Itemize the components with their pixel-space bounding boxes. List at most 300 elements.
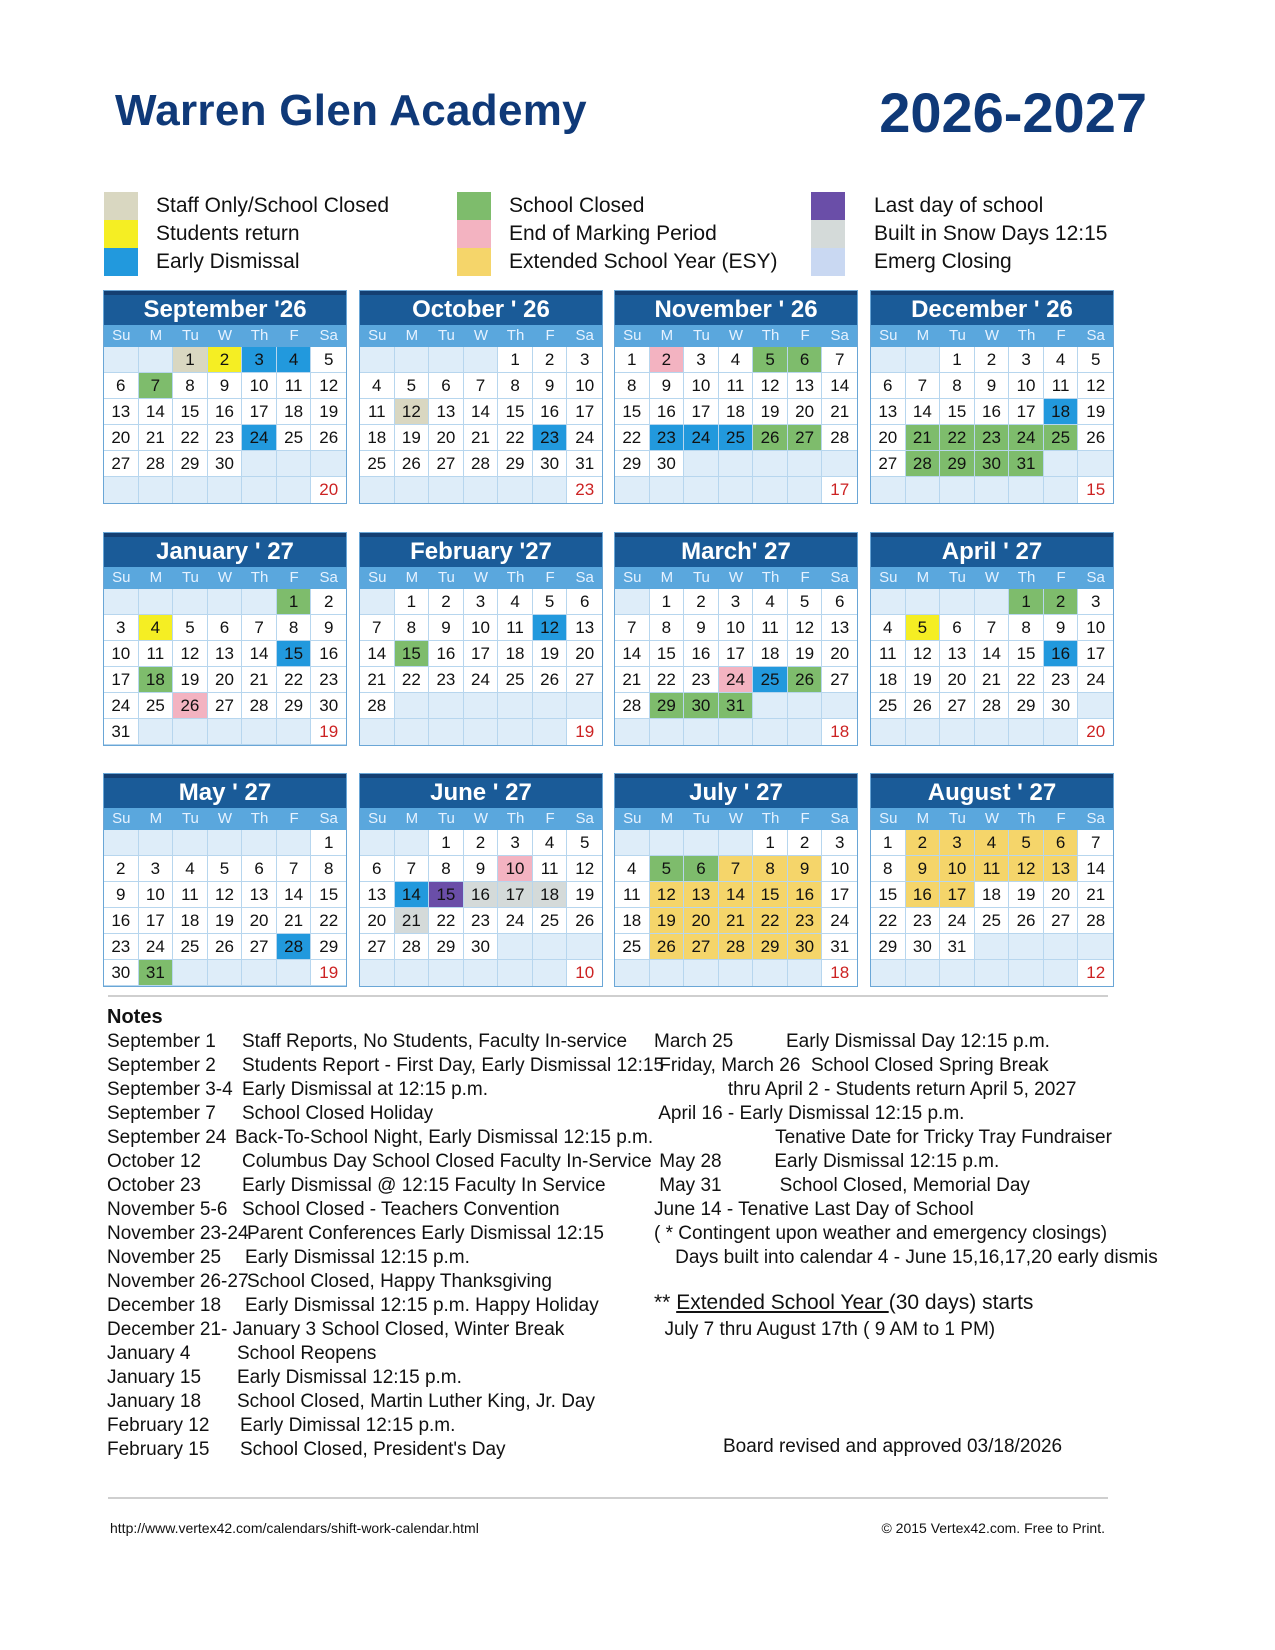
weekday-label: Su bbox=[112, 327, 131, 344]
weekday-label: Sa bbox=[1086, 810, 1105, 827]
weekday-header bbox=[871, 325, 1113, 347]
weekday-label: W bbox=[984, 810, 1000, 827]
day-cell: 3 bbox=[719, 589, 754, 615]
day-cell: 5 bbox=[395, 373, 430, 399]
day-cell: 20 bbox=[360, 908, 395, 934]
day-cell: 26 bbox=[208, 934, 243, 960]
footer-cell bbox=[871, 477, 906, 503]
day-cell: 28 bbox=[719, 934, 754, 960]
empty-cell bbox=[208, 830, 243, 856]
weekday-label: M bbox=[149, 810, 163, 827]
empty-cell bbox=[498, 693, 533, 719]
day-cell: 5 bbox=[567, 830, 602, 856]
empty-cell bbox=[464, 347, 499, 373]
day-cell: 18 bbox=[277, 399, 312, 425]
weekday-label: Sa bbox=[319, 810, 338, 827]
weekday-header bbox=[871, 808, 1113, 830]
day-cell: 26 bbox=[906, 693, 941, 719]
weekday-header bbox=[360, 325, 602, 347]
day-cell: 7 bbox=[906, 373, 941, 399]
day-cell: 3 bbox=[684, 347, 719, 373]
empty-cell bbox=[242, 451, 277, 477]
footer-cell bbox=[464, 477, 499, 503]
day-cell: 8 bbox=[173, 373, 208, 399]
month-title: June ' 27 bbox=[360, 774, 602, 808]
footer-cell bbox=[753, 719, 788, 745]
day-cell: 8 bbox=[498, 373, 533, 399]
weekday-label: F bbox=[1056, 569, 1066, 586]
day-cell: 9 bbox=[975, 373, 1010, 399]
empty-cell bbox=[277, 960, 312, 986]
day-cell: 22 bbox=[173, 425, 208, 451]
month-days bbox=[871, 589, 1113, 719]
empty-cell bbox=[139, 719, 174, 745]
empty-cell bbox=[498, 934, 533, 960]
day-cell: 24 bbox=[1078, 667, 1113, 693]
day-cell: 22 bbox=[871, 908, 906, 934]
month-calendar bbox=[870, 290, 1114, 504]
day-cell: 18 bbox=[753, 641, 788, 667]
day-cell: 29 bbox=[650, 693, 685, 719]
footer-cell bbox=[395, 477, 430, 503]
day-cell: 3 bbox=[940, 830, 975, 856]
day-cell: 20 bbox=[871, 425, 906, 451]
day-cell: 3 bbox=[822, 830, 857, 856]
legend-swatch-last bbox=[811, 192, 845, 220]
day-cell: 30 bbox=[684, 693, 719, 719]
weekday-header bbox=[360, 567, 602, 589]
weekday-label: Su bbox=[879, 569, 898, 586]
day-cell: 27 bbox=[871, 451, 906, 477]
empty-cell bbox=[395, 693, 430, 719]
day-cell: 24 bbox=[1009, 425, 1044, 451]
day-cell: 11 bbox=[533, 856, 568, 882]
day-cell: 12 bbox=[1078, 373, 1113, 399]
day-cell: 28 bbox=[242, 693, 277, 719]
day-cell: 14 bbox=[360, 641, 395, 667]
day-cell: 14 bbox=[719, 882, 754, 908]
note-text: Early Dismissal at 12:15 p.m. bbox=[242, 1079, 489, 1100]
weekday-label: Sa bbox=[830, 327, 849, 344]
empty-cell bbox=[139, 589, 174, 615]
day-cell: 12 bbox=[311, 373, 346, 399]
day-cell: 9 bbox=[104, 882, 139, 908]
day-cell: 11 bbox=[1044, 373, 1079, 399]
day-cell: 10 bbox=[1009, 373, 1044, 399]
day-cell: 27 bbox=[684, 934, 719, 960]
empty-cell bbox=[615, 589, 650, 615]
weekday-label: Th bbox=[1017, 569, 1036, 586]
empty-cell bbox=[173, 960, 208, 986]
day-cell: 4 bbox=[871, 615, 906, 641]
day-cell: 9 bbox=[906, 856, 941, 882]
day-cell: 5 bbox=[311, 347, 346, 373]
footer-cell bbox=[788, 477, 823, 503]
day-cell: 26 bbox=[1078, 425, 1113, 451]
month-footer bbox=[615, 719, 857, 745]
school-day-count: 10 bbox=[567, 960, 602, 986]
day-cell: 17 bbox=[242, 399, 277, 425]
day-cell: 27 bbox=[242, 934, 277, 960]
day-cell: 8 bbox=[311, 856, 346, 882]
empty-cell bbox=[360, 589, 395, 615]
footer-cell bbox=[395, 719, 430, 745]
note-text: Parent Conferences Early Dismissal 12:15 bbox=[247, 1223, 604, 1244]
empty-cell bbox=[684, 451, 719, 477]
day-cell: 13 bbox=[429, 399, 464, 425]
weekday-label: Tu bbox=[692, 810, 710, 827]
footer-cell bbox=[753, 477, 788, 503]
day-cell: 28 bbox=[615, 693, 650, 719]
footer-cell bbox=[533, 477, 568, 503]
day-cell: 23 bbox=[464, 908, 499, 934]
day-cell: 24 bbox=[684, 425, 719, 451]
weekday-label: Su bbox=[623, 569, 642, 586]
school-year: 2026-2027 bbox=[879, 81, 1147, 144]
footer-cell bbox=[498, 960, 533, 986]
day-cell: 12 bbox=[1009, 856, 1044, 882]
weekday-label: Th bbox=[1017, 327, 1036, 344]
day-cell: 11 bbox=[360, 399, 395, 425]
day-cell: 20 bbox=[242, 908, 277, 934]
footer-cell bbox=[429, 960, 464, 986]
day-cell: 22 bbox=[615, 425, 650, 451]
footer-cell bbox=[277, 477, 312, 503]
day-cell: 6 bbox=[871, 373, 906, 399]
note-text: Early Dismissal 12:15 p.m. Happy Holiday bbox=[245, 1295, 599, 1316]
footer-cell bbox=[1044, 960, 1079, 986]
day-cell: 10 bbox=[104, 641, 139, 667]
footer-cell bbox=[684, 960, 719, 986]
day-cell: 6 bbox=[940, 615, 975, 641]
footer-url: http://www.vertex42.com/calendars/shift-work-calendar.html bbox=[110, 1520, 479, 1536]
note-text: Early Dismissal 12:15 p.m. bbox=[237, 1367, 462, 1388]
month-title: July ' 27 bbox=[615, 774, 857, 808]
day-cell: 9 bbox=[464, 856, 499, 882]
day-cell: 20 bbox=[788, 399, 823, 425]
day-cell: 7 bbox=[1078, 830, 1113, 856]
day-cell: 26 bbox=[311, 425, 346, 451]
empty-cell bbox=[139, 347, 174, 373]
day-cell: 15 bbox=[871, 882, 906, 908]
day-cell: 21 bbox=[615, 667, 650, 693]
weekday-label: F bbox=[289, 569, 299, 586]
day-cell: 11 bbox=[498, 615, 533, 641]
day-cell: 21 bbox=[1078, 882, 1113, 908]
day-cell: 16 bbox=[788, 882, 823, 908]
day-cell: 1 bbox=[311, 830, 346, 856]
day-cell: 29 bbox=[1009, 693, 1044, 719]
footer-cell bbox=[975, 477, 1010, 503]
day-cell: 5 bbox=[906, 615, 941, 641]
day-cell: 13 bbox=[104, 399, 139, 425]
weekday-label: Th bbox=[506, 327, 525, 344]
note-date: October 23 bbox=[107, 1175, 201, 1196]
day-cell: 25 bbox=[498, 667, 533, 693]
footer-cell bbox=[906, 477, 941, 503]
day-cell: 20 bbox=[684, 908, 719, 934]
day-cell: 14 bbox=[242, 641, 277, 667]
empty-cell bbox=[788, 451, 823, 477]
weekday-label: Sa bbox=[1086, 327, 1105, 344]
day-cell: 27 bbox=[567, 667, 602, 693]
note-date: September 2 bbox=[107, 1055, 216, 1076]
esy-prefix: ** bbox=[654, 1291, 677, 1314]
weekday-label: Tu bbox=[181, 569, 199, 586]
day-cell: 8 bbox=[650, 615, 685, 641]
day-cell: 26 bbox=[173, 693, 208, 719]
note-date: December 21- January 3 School Closed, Winter Break bbox=[107, 1319, 565, 1340]
empty-cell bbox=[871, 347, 906, 373]
day-cell: 23 bbox=[975, 425, 1010, 451]
month-calendar bbox=[359, 290, 603, 504]
weekday-header bbox=[871, 567, 1113, 589]
weekday-header bbox=[104, 325, 346, 347]
day-cell: 17 bbox=[139, 908, 174, 934]
day-cell: 26 bbox=[753, 425, 788, 451]
day-cell: 6 bbox=[360, 856, 395, 882]
weekday-label: Tu bbox=[692, 569, 710, 586]
day-cell: 4 bbox=[498, 589, 533, 615]
weekday-header bbox=[104, 808, 346, 830]
weekday-label: F bbox=[1056, 810, 1066, 827]
day-cell: 19 bbox=[567, 882, 602, 908]
empty-cell bbox=[871, 589, 906, 615]
day-cell: 18 bbox=[975, 882, 1010, 908]
weekday-label: W bbox=[984, 569, 1000, 586]
day-cell: 12 bbox=[753, 373, 788, 399]
month-calendar bbox=[870, 773, 1114, 987]
day-cell: 28 bbox=[139, 451, 174, 477]
empty-cell bbox=[906, 589, 941, 615]
empty-cell bbox=[940, 589, 975, 615]
weekday-label: W bbox=[984, 327, 1000, 344]
empty-cell bbox=[277, 451, 312, 477]
weekday-label: Tu bbox=[948, 569, 966, 586]
empty-cell bbox=[277, 830, 312, 856]
legend-swatches-2 bbox=[457, 192, 491, 276]
footer-cell bbox=[360, 477, 395, 503]
note-date: November 26-27 bbox=[107, 1271, 249, 1292]
day-cell: 29 bbox=[871, 934, 906, 960]
empty-cell bbox=[395, 347, 430, 373]
day-cell: 24 bbox=[139, 934, 174, 960]
esy-heading bbox=[654, 1288, 1114, 1318]
day-cell: 19 bbox=[173, 667, 208, 693]
footer-cell bbox=[684, 477, 719, 503]
footer-cell bbox=[650, 477, 685, 503]
empty-cell bbox=[684, 830, 719, 856]
day-cell: 25 bbox=[975, 908, 1010, 934]
day-cell: 21 bbox=[360, 667, 395, 693]
note-text: School Closed Holiday bbox=[242, 1103, 434, 1124]
footer-cell bbox=[719, 960, 754, 986]
day-cell: 28 bbox=[822, 425, 857, 451]
day-cell: 7 bbox=[615, 615, 650, 641]
weekday-label: Th bbox=[250, 810, 269, 827]
legend-swatch-esy bbox=[457, 248, 491, 276]
day-cell: 6 bbox=[822, 589, 857, 615]
empty-cell bbox=[277, 719, 312, 745]
note-text: Early Dismissal @ 12:15 Faculty In Service bbox=[242, 1175, 606, 1196]
day-cell: 21 bbox=[395, 908, 430, 934]
day-cell: 23 bbox=[684, 667, 719, 693]
note-text: School Closed, Martin Luther King, Jr. Day bbox=[237, 1391, 596, 1412]
footer-cell bbox=[871, 719, 906, 745]
day-cell: 19 bbox=[1078, 399, 1113, 425]
day-cell: 24 bbox=[719, 667, 754, 693]
day-cell: 9 bbox=[208, 373, 243, 399]
weekday-label: M bbox=[916, 569, 930, 586]
note-date: September 1 bbox=[107, 1031, 216, 1052]
day-cell: 23 bbox=[1044, 667, 1079, 693]
day-cell: 31 bbox=[1009, 451, 1044, 477]
day-cell: 15 bbox=[615, 399, 650, 425]
day-cell: 8 bbox=[395, 615, 430, 641]
day-cell: 12 bbox=[788, 615, 823, 641]
day-cell: 29 bbox=[940, 451, 975, 477]
school-day-count: 19 bbox=[311, 960, 346, 986]
empty-cell bbox=[242, 830, 277, 856]
day-cell: 5 bbox=[173, 615, 208, 641]
day-cell: 15 bbox=[429, 882, 464, 908]
weekday-label: Th bbox=[761, 327, 780, 344]
day-cell: 19 bbox=[753, 399, 788, 425]
month-days bbox=[360, 347, 602, 477]
day-cell: 27 bbox=[360, 934, 395, 960]
day-cell: 22 bbox=[429, 908, 464, 934]
legend-label: Built in Snow Days 12:15 bbox=[874, 222, 1108, 245]
day-cell: 12 bbox=[533, 615, 568, 641]
footer-cell bbox=[753, 960, 788, 986]
empty-cell bbox=[719, 451, 754, 477]
note-date: October 12 bbox=[107, 1151, 201, 1172]
footer-cell bbox=[1044, 477, 1079, 503]
day-cell: 19 bbox=[208, 908, 243, 934]
day-cell: 13 bbox=[1044, 856, 1079, 882]
weekday-label: Su bbox=[368, 810, 387, 827]
day-cell: 24 bbox=[498, 908, 533, 934]
empty-cell bbox=[822, 451, 857, 477]
day-cell: 2 bbox=[208, 347, 243, 373]
weekday-label: Su bbox=[112, 569, 131, 586]
day-cell: 5 bbox=[208, 856, 243, 882]
empty-cell bbox=[906, 347, 941, 373]
footer-cell bbox=[429, 477, 464, 503]
day-cell: 8 bbox=[429, 856, 464, 882]
empty-cell bbox=[104, 347, 139, 373]
day-cell: 11 bbox=[139, 641, 174, 667]
weekday-label: Su bbox=[879, 810, 898, 827]
footer-copyright: © 2015 Vertex42.com. Free to Print. bbox=[881, 1520, 1105, 1536]
day-cell: 21 bbox=[906, 425, 941, 451]
empty-cell bbox=[975, 589, 1010, 615]
day-cell: 23 bbox=[788, 908, 823, 934]
day-cell: 2 bbox=[1044, 589, 1079, 615]
day-cell: 25 bbox=[615, 934, 650, 960]
day-cell: 25 bbox=[753, 667, 788, 693]
day-cell: 25 bbox=[173, 934, 208, 960]
day-cell: 3 bbox=[104, 615, 139, 641]
month-days bbox=[615, 830, 857, 960]
empty-cell bbox=[1078, 693, 1113, 719]
day-cell: 30 bbox=[533, 451, 568, 477]
weekday-label: Sa bbox=[575, 569, 594, 586]
day-cell: 6 bbox=[104, 373, 139, 399]
weekday-label: Tu bbox=[181, 810, 199, 827]
school-day-count: 20 bbox=[1078, 719, 1113, 745]
weekday-label: Su bbox=[368, 569, 387, 586]
weekday-label: W bbox=[728, 810, 744, 827]
month-calendar bbox=[614, 773, 858, 987]
day-cell: 3 bbox=[139, 856, 174, 882]
day-cell: 10 bbox=[1078, 615, 1113, 641]
weekday-label: Th bbox=[761, 569, 780, 586]
note-line: ( * Contingent upon weather and emergency closings) bbox=[654, 1223, 1108, 1244]
day-cell: 17 bbox=[684, 399, 719, 425]
day-cell: 25 bbox=[719, 425, 754, 451]
day-cell: 31 bbox=[104, 719, 139, 745]
day-cell: 22 bbox=[277, 667, 312, 693]
day-cell: 10 bbox=[139, 882, 174, 908]
day-cell: 27 bbox=[104, 451, 139, 477]
day-cell: 13 bbox=[208, 641, 243, 667]
weekday-label: Tu bbox=[437, 569, 455, 586]
day-cell: 12 bbox=[208, 882, 243, 908]
note-line: Days built into calendar 4 - June 15,16,17,20 early dismis bbox=[654, 1247, 1158, 1268]
weekday-label: F bbox=[289, 327, 299, 344]
day-cell: 19 bbox=[395, 425, 430, 451]
footer-cell bbox=[498, 719, 533, 745]
note-line: May 28 Early Dismissal 12:15 p.m. bbox=[654, 1151, 1000, 1172]
day-cell: 21 bbox=[277, 908, 312, 934]
note-text: Columbus Day School Closed Faculty In-Service bbox=[242, 1151, 652, 1172]
day-cell: 16 bbox=[975, 399, 1010, 425]
day-cell: 12 bbox=[906, 641, 941, 667]
note-date: December 18 bbox=[107, 1295, 222, 1316]
footer-cell bbox=[464, 960, 499, 986]
weekday-label: F bbox=[800, 327, 810, 344]
month-footer bbox=[871, 719, 1113, 745]
day-cell: 15 bbox=[650, 641, 685, 667]
divider bbox=[108, 995, 1108, 997]
day-cell: 23 bbox=[429, 667, 464, 693]
month-title: September '26 bbox=[104, 291, 346, 325]
esy-suffix: (30 days) starts bbox=[888, 1291, 1034, 1314]
day-cell: 9 bbox=[788, 856, 823, 882]
day-cell: 5 bbox=[1078, 347, 1113, 373]
day-cell: 29 bbox=[311, 934, 346, 960]
day-cell: 21 bbox=[719, 908, 754, 934]
day-cell: 11 bbox=[277, 373, 312, 399]
empty-cell bbox=[975, 934, 1010, 960]
day-cell: 12 bbox=[173, 641, 208, 667]
empty-cell bbox=[1044, 934, 1079, 960]
day-cell: 26 bbox=[650, 934, 685, 960]
weekday-label: Sa bbox=[575, 327, 594, 344]
weekday-label: F bbox=[289, 810, 299, 827]
day-cell: 16 bbox=[208, 399, 243, 425]
day-cell: 19 bbox=[906, 667, 941, 693]
day-cell: 8 bbox=[1009, 615, 1044, 641]
weekday-label: M bbox=[405, 569, 419, 586]
day-cell: 22 bbox=[940, 425, 975, 451]
day-cell: 4 bbox=[975, 830, 1010, 856]
month-title: October ' 26 bbox=[360, 291, 602, 325]
day-cell: 10 bbox=[464, 615, 499, 641]
footer-cell bbox=[1009, 719, 1044, 745]
legend-label: Early Dismissal bbox=[156, 250, 300, 273]
